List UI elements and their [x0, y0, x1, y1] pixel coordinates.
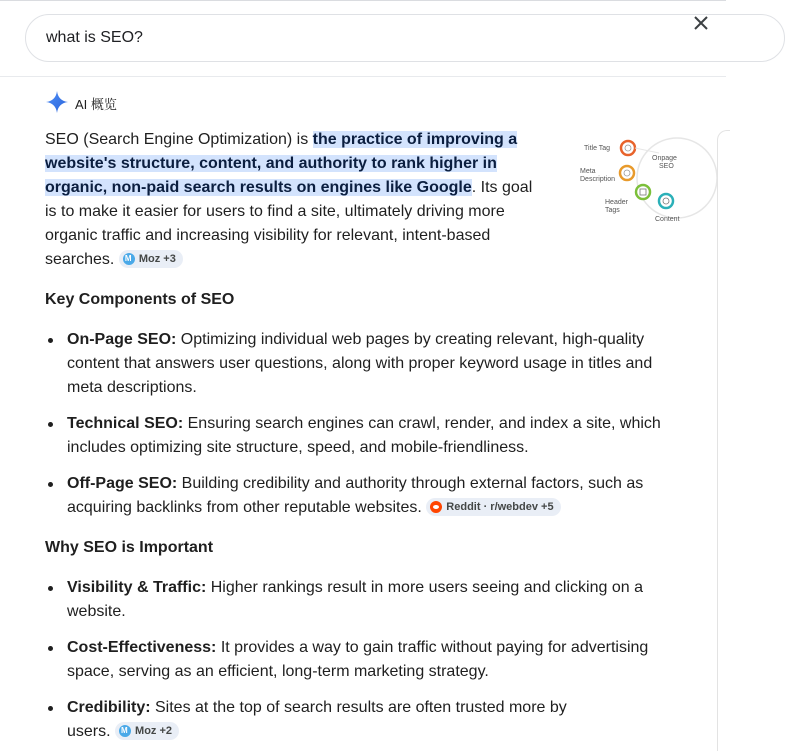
item-text: Ensuring search engines can crawl, render, and index a site, which includes optimizing site structure, speed, and mobile-friendliness.: [67, 415, 661, 456]
item-text: Optimizing individual web pages by creating relevant, high-quality content that answers user questions, along with proper keyword usage in titles and meta descriptions.: [67, 331, 653, 396]
source-chip-label: Reddit · r/webdev +5: [446, 500, 554, 513]
ai-overview-label: AI 概览: [75, 97, 117, 112]
item-title: Off-Page SEO:: [67, 475, 178, 492]
source-chip-moz-2[interactable]: [115, 722, 179, 740]
item-title: Visibility & Traffic:: [67, 579, 207, 596]
side-panel-edge: [717, 130, 730, 751]
diagram-label-title-tag: Title Tag: [584, 145, 611, 152]
item-text: Higher rankings result in more users seeing and clicking on a website.: [67, 579, 643, 620]
list-item-visibility: [45, 576, 675, 624]
close-icon[interactable]: [691, 13, 711, 33]
list-item-on-page-seo: [45, 328, 675, 400]
diagram-label-content: Content: [655, 216, 680, 223]
top-divider: [0, 0, 726, 1]
key-components-list: [45, 328, 675, 520]
reddit-icon: [430, 501, 442, 513]
diagram-label-tags: Tags: [605, 207, 620, 214]
moz-icon: [119, 725, 131, 737]
source-chip-label: Moz +3: [138, 252, 176, 265]
section-heading-key-components: Key Components of SEO: [45, 291, 235, 308]
item-text: It provides a way to gain traffic without paying for advertising space, serving as an efficient, long-term marketing strategy.: [67, 639, 649, 680]
intro-highlight: the practice of improving a website's structure, content, and authority to rank higher in organic, non-paid search results on engines like Google: [45, 131, 518, 196]
diagram-label-onpage: Onpage: [652, 155, 677, 162]
ai-overview-intro: [45, 128, 545, 272]
top-search-bar: [0, 0, 726, 77]
item-title: Credibility:: [67, 699, 151, 716]
list-item-credibility: [45, 696, 587, 744]
item-title: Technical SEO:: [67, 415, 184, 432]
ai-sparkle-icon: [45, 90, 69, 114]
diagram-label-seo: SEO: [659, 163, 674, 170]
source-chip-label: Moz +2: [135, 724, 173, 737]
list-item-off-page-seo: [45, 472, 675, 520]
seo-diagram-thumbnail[interactable]: [559, 128, 680, 228]
diagram-label-description: Description: [580, 176, 616, 183]
moz-icon: [123, 253, 135, 265]
intro-text-start: SEO (Search Engine Optimization) is: [45, 131, 313, 148]
section-heading-why-seo: Why SEO is Important: [45, 539, 214, 556]
item-title: On-Page SEO:: [67, 331, 177, 348]
why-seo-list: [45, 576, 675, 744]
intro-text-end: . Its goal is to make it easier for users to find a site, ultimately driving more organic traffic and increasing visibility for relevant, intent-based searches.: [45, 179, 533, 268]
search-box[interactable]: [25, 14, 785, 62]
item-text: Building credibility and authority through external factors, such as acquiring backlinks from other reputable websites.: [67, 475, 644, 516]
list-item-cost-effectiveness: [45, 636, 675, 684]
list-item-technical-seo: [45, 412, 675, 460]
source-chip-reddit[interactable]: [426, 498, 560, 516]
item-text: Sites at the top of search results are often trusted more by users.: [67, 699, 567, 740]
diagram-label-meta: Meta: [580, 168, 596, 175]
source-chip-moz[interactable]: [119, 250, 183, 268]
item-title: Cost-Effectiveness:: [67, 639, 217, 656]
diagram-label-header: Header: [605, 199, 628, 206]
search-input[interactable]: what is SEO?: [46, 29, 143, 46]
